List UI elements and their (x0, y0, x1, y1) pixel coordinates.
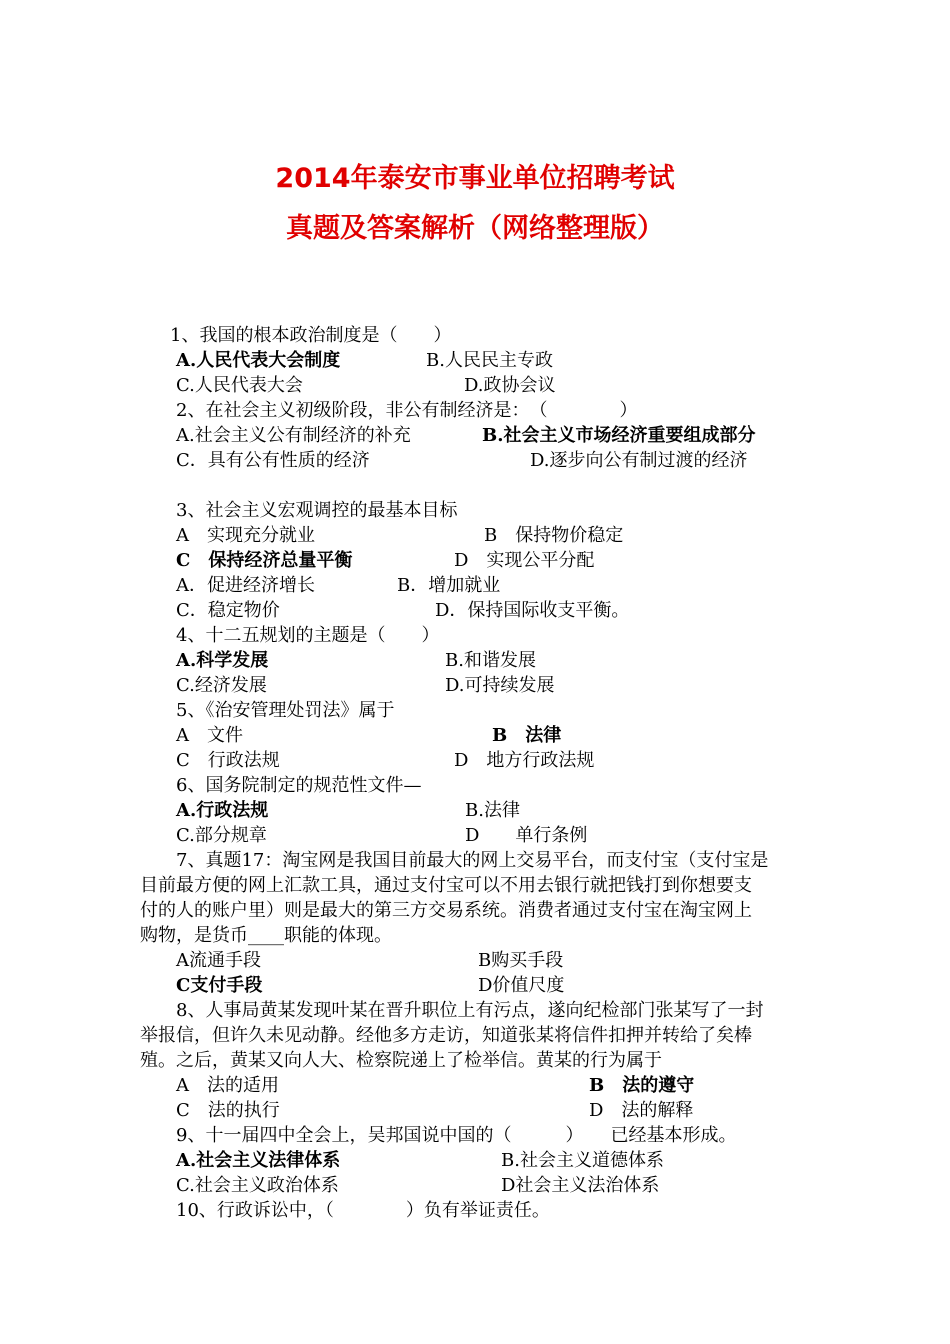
question-4-option-b: B.和谐发展 (445, 650, 536, 671)
question-1-option-b: B.人民民主专政 (426, 350, 553, 371)
question-2-stem: 2、在社会主义初级阶段，非公有制经济是： （ ） (176, 400, 638, 421)
question-8-option-a: A 法的适用 (176, 1075, 279, 1096)
question-6-option-b: B.法律 (465, 800, 520, 821)
question-9-option-b: B.社会主义道德体系 (501, 1150, 664, 1171)
question-1-option-a: A.人民代表大会制度 (176, 350, 341, 371)
question-3-stem: 3、社会主义宏观调控的最基本目标 (176, 500, 458, 521)
question-3-option-b-alt: B．增加就业 (397, 575, 501, 596)
question-2-option-a: A.社会主义公有制经济的补充 (176, 425, 411, 446)
question-9-option-c: C.社会主义政治体系 (176, 1175, 339, 1196)
question-7-option-a: A流通手段 (176, 950, 261, 971)
question-5-stem: 5、《治安管理处罚法》属于 (176, 700, 395, 721)
question-3-option-c-alt: C．稳定物价 (176, 600, 280, 621)
question-1-stem: 1、我国的根本政治制度是（ ） (170, 325, 452, 346)
question-7-stem-line-4: 购物，是货币____职能的体现。 (140, 925, 392, 946)
question-3-option-a: A 实现充分就业 (176, 525, 315, 546)
question-7-stem-line-2: 目前最方便的网上汇款工具，通过支付宝可以不用去银行就把钱打到你想要支 (140, 875, 752, 896)
question-2-option-b: B.社会主义市场经济重要组成部分 (482, 425, 756, 446)
question-3-option-c: C 保持经济总量平衡 (176, 550, 353, 571)
question-6-option-a: A.行政法规 (176, 800, 269, 821)
question-8-stem-line-3: 殖。之后，黄某又向人大、检察院递上了检举信。黄某的行为属于 (140, 1050, 662, 1071)
question-8-option-d: D 法的解释 (589, 1100, 694, 1121)
question-6-option-d: D 单行条例 (465, 825, 588, 846)
question-7-stem-line-3: 付的人的账户里）则是最大的第三方交易系统。消费者通过支付宝在淘宝网上 (140, 900, 752, 921)
document-title-line-2: 真题及答案解析（网络整理版） (286, 213, 664, 244)
question-3-option-a-alt: A．促进经济增长 (176, 575, 315, 596)
question-4-stem: 4、十二五规划的主题是（ ） (176, 625, 440, 646)
question-3-option-d-alt: D．保持国际收支平衡。 (435, 600, 630, 621)
question-7-option-b: B购买手段 (478, 950, 564, 971)
question-3-option-d: D 实现公平分配 (454, 550, 595, 571)
question-9-stem: 9、十一届四中全会上，吴邦国说中国的（ ） 已经基本形成。 (176, 1125, 737, 1146)
question-5-option-c: C 行政法规 (176, 750, 280, 771)
question-10-stem: 10、行政诉讼中，（ ）负有举证责任。 (176, 1200, 550, 1221)
question-3-option-b: B 保持物价稳定 (484, 525, 624, 546)
question-2-option-d: D.逐步向公有制过渡的经济 (530, 450, 748, 471)
question-9-option-a: A.社会主义法律体系 (176, 1150, 341, 1171)
question-7-stem-line-1: 7、真题17：淘宝网是我国目前最大的网上交易平台，而支付宝（支付宝是 (176, 850, 769, 871)
question-8-option-b: B 法的遵守 (589, 1075, 695, 1096)
question-4-option-a: A.科学发展 (176, 650, 269, 671)
question-5-option-d: D 地方行政法规 (454, 750, 595, 771)
question-4-option-c: C.经济发展 (176, 675, 267, 696)
question-8-option-c: C 法的执行 (176, 1100, 280, 1121)
question-6-option-c: C.部分规章 (176, 825, 267, 846)
question-8-stem-line-1: 8、人事局黄某发现叶某在晋升职位上有污点，遂向纪检部门张某写了一封 (176, 1000, 764, 1021)
question-5-option-b: B 法律 (492, 725, 562, 746)
question-7-option-d: D价值尺度 (478, 975, 565, 996)
question-4-option-d: D.可持续发展 (445, 675, 555, 696)
question-6-stem: 6、国务院制定的规范性文件— (176, 775, 422, 796)
question-8-stem-line-2: 举报信，但许久未见动静。经他多方走访，知道张某将信件扣押并转给了矣棒 (140, 1025, 752, 1046)
question-7-option-c: C支付手段 (176, 975, 263, 996)
document-title-line-1: 2014年泰安市事业单位招聘考试 (275, 163, 675, 194)
question-2-option-c: C．具有公有性质的经济 (176, 450, 370, 471)
question-1-option-d: D.政协会议 (464, 375, 556, 396)
question-1-option-c: C.人民代表大会 (176, 375, 303, 396)
question-9-option-d: D社会主义法治体系 (501, 1175, 660, 1196)
question-5-option-a: A 文件 (176, 725, 243, 746)
